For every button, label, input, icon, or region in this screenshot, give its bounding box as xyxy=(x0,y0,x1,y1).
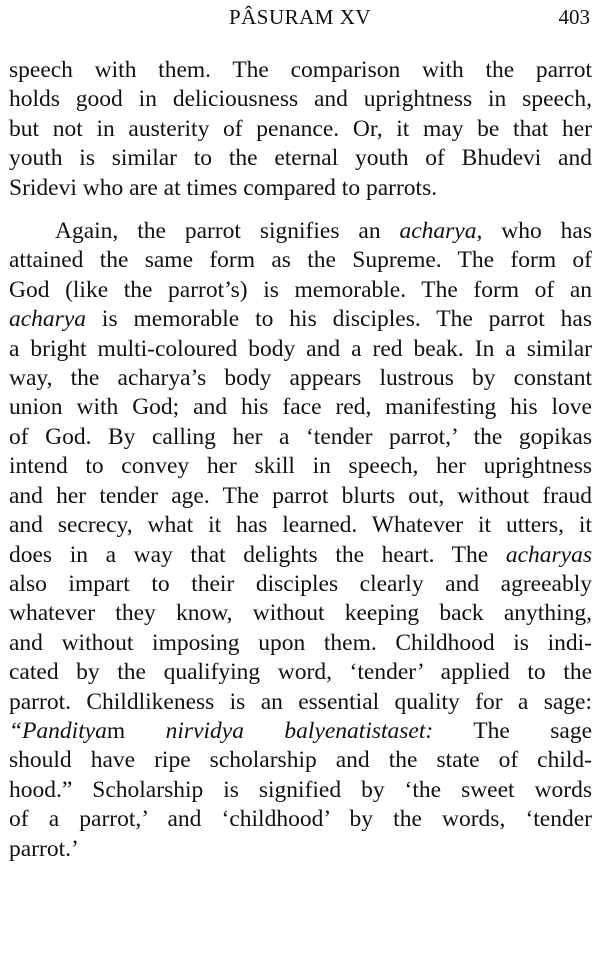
text-line xyxy=(9,688,592,717)
text-run: does in a way that delights the heart. The xyxy=(9,541,506,568)
text-line xyxy=(9,835,592,864)
text-line xyxy=(9,115,592,144)
text-line xyxy=(9,746,592,775)
text-line xyxy=(9,629,592,658)
text-line xyxy=(9,717,592,746)
text-run: also impart to their disciples clearly and agreeably xyxy=(9,570,592,597)
text-line xyxy=(9,599,592,628)
italic-term: “Panditya xyxy=(9,717,107,744)
text-run: hood.” Scholarship is signified by ‘the sweet words xyxy=(9,776,592,803)
text-line xyxy=(9,85,592,114)
italic-term: acharyas xyxy=(505,541,592,568)
text-run: m xyxy=(106,717,166,744)
italic-term: nirvidya balyenatistaset: xyxy=(165,717,434,744)
text-run: parrot.’ xyxy=(9,835,79,862)
text-run: who has xyxy=(482,218,592,245)
text-line xyxy=(9,805,592,834)
page-number: 403 xyxy=(558,5,590,29)
text-run: youth is similar to the eternal youth of Bhudevi and xyxy=(9,145,592,172)
text-run: Sridevi who are at times compared to parrots. xyxy=(9,174,438,201)
paragraph xyxy=(9,217,592,864)
text-run: union with God; and his face red, manifesting his love xyxy=(9,394,592,421)
text-line xyxy=(9,658,592,687)
text-line xyxy=(9,364,592,393)
text-run: cated by the qualifying word, ‘tender’ applied to the xyxy=(9,659,592,686)
text-line xyxy=(9,276,592,305)
text-line xyxy=(9,305,592,334)
text-run: is memorable to his disciples. The parrot has xyxy=(86,306,592,333)
text-line xyxy=(9,541,592,570)
text-run: The sage xyxy=(433,717,592,744)
text-line xyxy=(9,393,592,422)
text-line xyxy=(9,482,592,511)
text-run: should have ripe scholarship and the state of child- xyxy=(9,747,592,774)
text-run: of God. By calling her a ‘tender parrot,’ the gopikas xyxy=(9,423,592,450)
text-run: of a parrot,’ and ‘childhood’ by the words, ‘tender xyxy=(9,806,592,833)
italic-term: acharya, xyxy=(399,218,483,245)
text-line xyxy=(9,246,592,275)
text-run: whatever they know, without keeping back anything, xyxy=(9,600,592,627)
text-line xyxy=(9,174,592,203)
text-line xyxy=(9,511,592,540)
text-line xyxy=(9,776,592,805)
text-run: God (like the parrot’s) is memorable. The form of an xyxy=(9,276,592,303)
text-line xyxy=(9,144,592,173)
paragraph-gap xyxy=(9,203,592,217)
text-run: and without imposing upon them. Childhood is indi- xyxy=(9,629,592,656)
text-line xyxy=(9,452,592,481)
body-text xyxy=(9,56,592,864)
text-run: and secrecy, what it has learned. Whatever it utters, it xyxy=(9,512,592,539)
text-run: speech with them. The comparison with the parrot xyxy=(9,57,592,83)
running-head xyxy=(0,2,600,32)
text-run: attained the same form as the Supreme. The form of xyxy=(9,247,592,274)
text-line xyxy=(9,423,592,452)
text-run: and her tender age. The parrot blurts out, without fraud xyxy=(9,482,592,509)
text-run: but not in austerity of penance. Or, it may be that her xyxy=(9,115,592,142)
text-run: intend to convey her skill in speech, her uprightness xyxy=(9,453,592,480)
text-line xyxy=(9,217,592,246)
text-run: way, the acharya’s body appears lustrous by constant xyxy=(9,365,592,392)
text-run: parrot. Childlikeness is an essential quality for a sage: xyxy=(9,688,592,715)
text-run: a bright multi-coloured body and a red beak. In a similar xyxy=(9,335,592,362)
running-title: PÂSURAM XV xyxy=(228,5,372,29)
text-line xyxy=(9,56,592,85)
text-line xyxy=(9,570,592,599)
italic-term: acharya xyxy=(9,306,87,333)
text-run: holds good in deliciousness and uprightness in speech, xyxy=(9,86,592,113)
paragraph xyxy=(9,56,592,203)
text-line xyxy=(9,335,592,364)
text-run: Again, the parrot signifies an xyxy=(55,218,400,245)
